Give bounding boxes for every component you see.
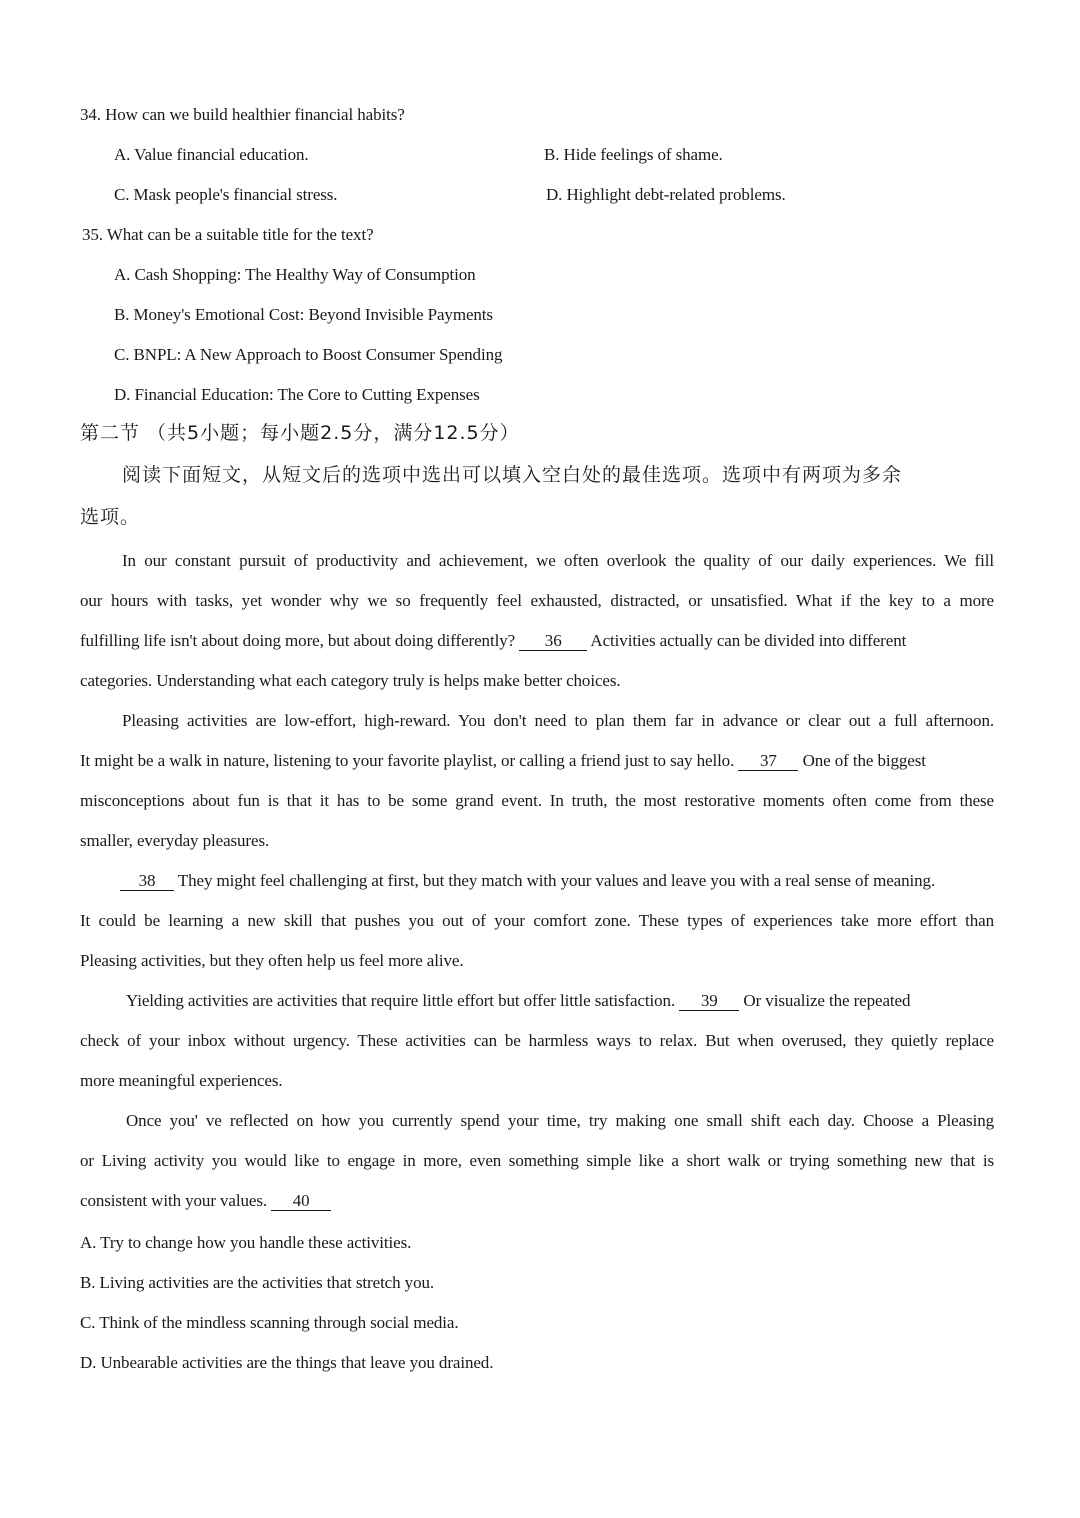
passage-p1-line3-start: fulfilling life isn't about doing more, but about doing differently? [80,631,516,650]
option-a: A. Try to change how you handle these activities. [80,1233,412,1252]
passage-p4-line3: more meaningful experiences. [80,1071,283,1090]
q35-stem: 35. What can be a suitable title for the text? [82,225,374,244]
passage-p1-line1: In our constant pursuit of productivity and achievement, we often overlook the quality of our daily experiences. We fill [122,551,994,570]
passage-p2-line4: smaller, everyday pleasures. [80,831,270,850]
passage-p3-line1 [120,870,935,892]
q35-option-a: A. Cash Shopping: The Healthy Way of Consumption [114,265,476,284]
blank-38[interactable]: 38 [120,872,174,891]
section-instruction-line1: 阅读下面短文，从短文后的选项中选出可以填入空白处的最佳选项。选项中有两项为多余 [122,464,903,486]
option-d: D. Unbearable activities are the things that leave you drained. [80,1353,494,1372]
q35-option-d: D. Financial Education: The Core to Cutting Expenses [114,385,480,404]
passage-p3-line2: It could be learning a new skill that pushes you out of your comfort zone. These types of experiences take more effort than [80,911,994,930]
q35-option-c: C. BNPL: A New Approach to Boost Consumer Spending [114,345,503,364]
option-b: B. Living activities are the activities that stretch you. [80,1273,435,1292]
passage-p1-line3 [80,630,906,652]
blank-40[interactable]: 40 [271,1192,331,1211]
passage-p3-line3: Pleasing activities, but they often help us feel more alive. [80,951,464,970]
q34-stem: 34. How can we build healthier financial habits? [80,105,405,124]
passage-p4-line1-start: Yielding activities are activities that require little effort but offer little satisfaction. [126,991,676,1010]
passage-p1-line4: categories. Understanding what each category truly is helps make better choices. [80,671,621,690]
section-heading: 第二节 （共5小题；每小题2.5分，满分12.5分） [80,422,520,444]
q35-option-b: B. Money's Emotional Cost: Beyond Invisible Payments [114,305,493,324]
passage-p4-line1 [126,990,910,1012]
passage-p2-line2 [80,750,926,772]
passage-p2-line2-end: One of the biggest [802,751,926,770]
passage-p2-line3: misconceptions about fun is that it has to be some grand event. In truth, the most restorative moments often come from these [80,791,994,810]
passage-p1-line3-end: Activities actually can be divided into different [590,631,907,650]
passage-p5-line1: Once you' ve reflected on how you currently spend your time, try making one small shift each day. Choose a Pleasing [126,1111,994,1130]
q34-option-c: C. Mask people's financial stress. [114,185,338,204]
q34-option-d: D. Highlight debt-related problems. [546,185,786,204]
passage-p5-line2: or Living activity you would like to engage in more, even something simple like a short walk or trying something new that is [80,1151,994,1170]
passage-p2-line2-start: It might be a walk in nature, listening to your favorite playlist, or calling a friend just to say hello. [80,751,735,770]
passage-p2-line1: Pleasing activities are low-effort, high-reward. You don't need to plan them far in advance or clear out a full afternoon. [122,711,994,730]
q34-option-a: A. Value financial education. [114,145,309,164]
passage-p4-line2: check of your inbox without urgency. These activities can be harmless ways to relax. But when overused, they quietly replace [80,1031,994,1050]
passage-p5-line3-start: consistent with your values. [80,1191,268,1210]
blank-36[interactable]: 36 [519,632,587,651]
blank-39[interactable]: 39 [679,992,739,1011]
q34-option-b: B. Hide feelings of shame. [544,145,723,164]
option-c: C. Think of the mindless scanning through social media. [80,1313,459,1332]
passage-p1-line2: our hours with tasks, yet wonder why we so frequently feel exhausted, distracted, or unsatisfied. What if the key to a more [80,591,994,610]
blank-37[interactable]: 37 [738,752,798,771]
section-instruction-line2: 选项。 [80,506,141,528]
passage-p4-line1-end: Or visualize the repeated [743,991,911,1010]
passage-p3-line1-end: They might feel challenging at first, but they match with your values and leave you with a real sense of meaning. [177,871,936,890]
passage-p5-line3 [80,1190,331,1212]
